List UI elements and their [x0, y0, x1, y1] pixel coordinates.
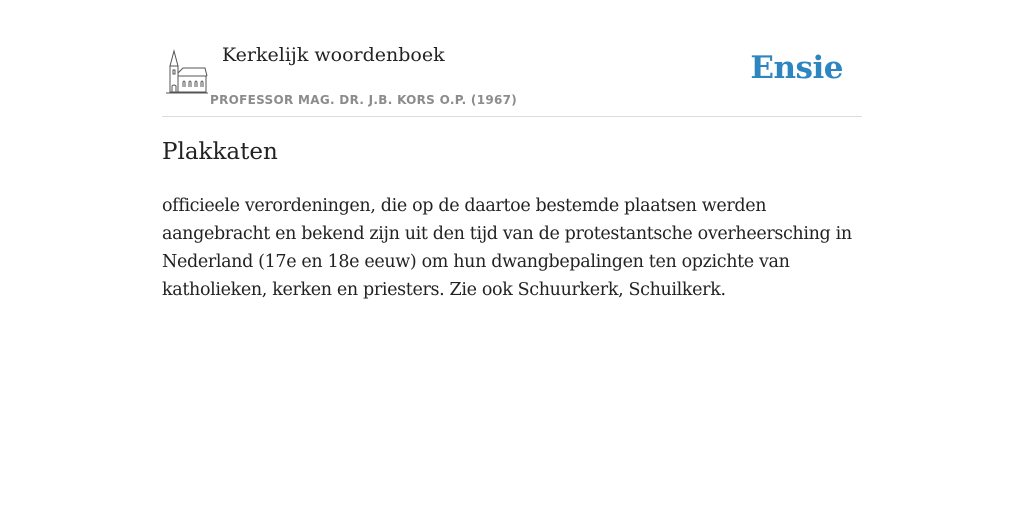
church-icon [165, 49, 209, 95]
dictionary-title[interactable]: Kerkelijk woordenboek [222, 44, 445, 66]
ensie-logo-link[interactable]: Ensie [750, 50, 843, 86]
content-container [162, 0, 862, 300]
author-credit: PROFESSOR MAG. DR. J.B. KORS O.P. (1967) [210, 93, 518, 107]
entry-body: officieele verordeningen, die op de daartoe bestemde plaatsen werden aangebracht en bekend zijn uit den tijd van de protestantsche overheersching in Nederland (17e en 18e eeuw) om hun dwangbepalingen ten opzichte van katholieken, kerken en priesters. Zie ook Schuurkerk, Schuilkerk. [162, 196, 852, 300]
entry-title: Plakkaten [162, 139, 278, 165]
dictionary-header [162, 0, 862, 117]
